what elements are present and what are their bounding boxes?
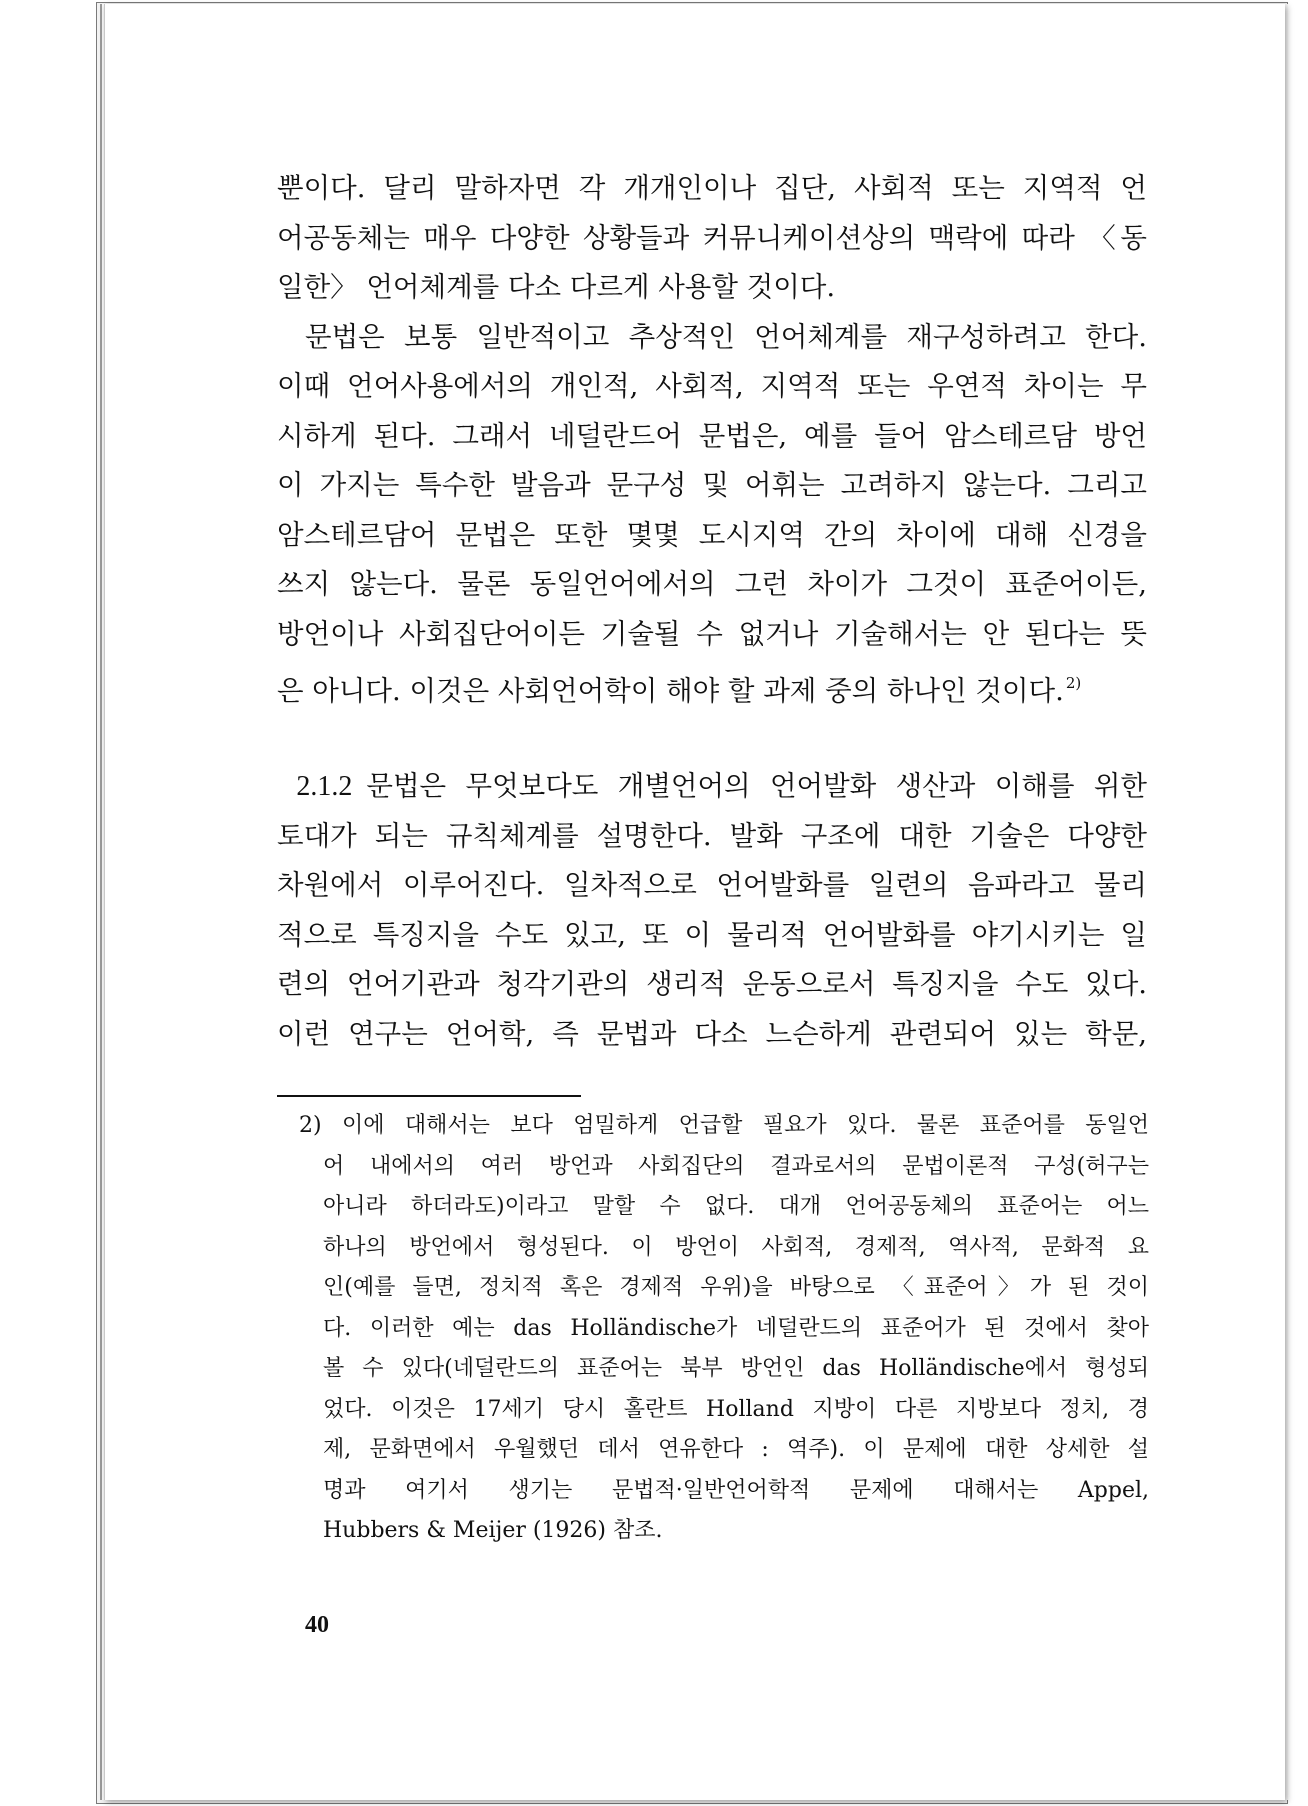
text-line: 암스테르담어 문법은 또한 몇몇 도시지역 간의 차이에 대해 신경을 <box>277 518 1147 551</box>
text-line: 토대가 되는 규칙체계를 설명한다. 발화 구조에 대한 기술은 다양한 <box>277 819 1147 852</box>
section-paragraph <box>277 762 1149 1059</box>
text-line: 은 아니다. 이것은 사회언어학이 해야 할 과제 중의 하나인 것이다. <box>277 675 1064 707</box>
footnote-line: 제, 문화면에서 우월했던 데서 연유한다 : 역주). 이 문제에 대한 상세한 설 <box>323 1437 1149 1462</box>
footnote-line: 어 내에서의 여러 방언과 사회집단의 결과로서의 문법이론적 구성(허구는 <box>323 1153 1149 1179</box>
footnote-line: 아니라 하더라도)이라고 말할 수 없다. 대개 언어공동체의 표준어는 어느 <box>323 1194 1149 1219</box>
text-line: 문법은 보통 일반적이고 추상적인 언어체계를 재구성하려고 한다. <box>305 320 1147 353</box>
text-line: 어공동체는 매우 다양한 상황들과 커뮤니케이션상의 맥락에 따라 〈동 <box>277 221 1147 254</box>
page-number: 40 <box>305 1612 329 1638</box>
text-line: 련의 언어기관과 청각기관의 생리적 운동으로서 특징지을 수도 있다. <box>277 968 1147 1000</box>
text-line: 시하게 된다. 그래서 네덜란드어 문법은, 예를 들어 암스테르담 방언 <box>277 419 1147 452</box>
text-line: 이런 연구는 언어학, 즉 문법과 다소 느슨하게 관련되어 있는 학문, <box>277 1017 1147 1050</box>
paragraph-1 <box>277 164 1149 313</box>
footnote-line: 하나의 방언에서 형성된다. 이 방언이 사회적, 경제적, 역사적, 문화적 요 <box>323 1234 1149 1260</box>
text-line: 이 가지는 특수한 발음과 문구성 및 어휘는 고려하지 않는다. 그리고 <box>277 469 1147 501</box>
footnote-divider <box>277 1095 581 1097</box>
text-line: 방언이나 사회집단어이든 기술될 수 없거나 기술해서는 안 된다는 뜻 <box>277 617 1147 650</box>
footnote-line: 었다. 이것은 17세기 당시 홀란트 Holland 지방이 다른 지방보다 정치, 경 <box>323 1396 1149 1422</box>
text-line: 차원에서 이루어진다. 일차적으로 언어발화를 일련의 음파라고 물리 <box>277 869 1147 901</box>
text-line: 적으로 특징지을 수도 있고, 또 이 물리적 언어발화를 야기시키는 일 <box>277 918 1147 951</box>
footnote-line: 인(예를 들면, 정치적 혹은 경제적 우위)을 바탕으로 〈표준어〉가 된 것이 <box>323 1275 1149 1300</box>
footnote-line: Hubbers & Meijer (1926) 참조. <box>323 1518 663 1543</box>
text-line: 뿐이다. 달리 말하자면 각 개개인이나 집단, 사회적 또는 지역적 언 <box>277 172 1147 204</box>
footnote-line: 볼 수 있다(네덜란드의 표준어는 북부 방언인 das Holländische에서 형성되 <box>323 1356 1149 1381</box>
footnote-line: 2) 이에 대해서는 보다 엄밀하게 언급할 필요가 있다. 물론 표준어를 동일언 <box>299 1113 1149 1138</box>
book-page <box>104 4 1285 1800</box>
text-line: 쓰지 않는다. 물론 동일언어에서의 그런 차이가 그것이 표준어이든, <box>277 568 1147 600</box>
text-line: 일한〉 언어체계를 다소 다르게 사용할 것이다. <box>277 271 836 303</box>
text-line: 이때 언어사용에서의 개인적, 사회적, 지역적 또는 우연적 차이는 무 <box>277 370 1147 402</box>
paragraph-2 <box>277 313 1149 717</box>
footnote-reference[interactable]: 2) <box>1065 674 1082 692</box>
footnote-line: 다. 이러한 예는 das Holländische가 네덜란드의 표준어가 된 것에서 찾아 <box>323 1315 1149 1341</box>
footnote-line: 명과 여기서 생기는 문법적·일반언어학적 문제에 대해서는 Appel, <box>323 1477 1149 1503</box>
section-2-1-2 <box>277 762 1149 1059</box>
text-line: 문법은 무엇보다도 개별언어의 언어발화 생산과 이해를 위한 <box>366 770 1147 802</box>
text-line-with-footnote <box>277 659 1147 717</box>
section-first-line <box>277 762 1147 812</box>
body-text <box>277 164 1149 717</box>
footnote-2 <box>299 1106 1149 1552</box>
section-number: 2.1.2 <box>296 771 353 802</box>
